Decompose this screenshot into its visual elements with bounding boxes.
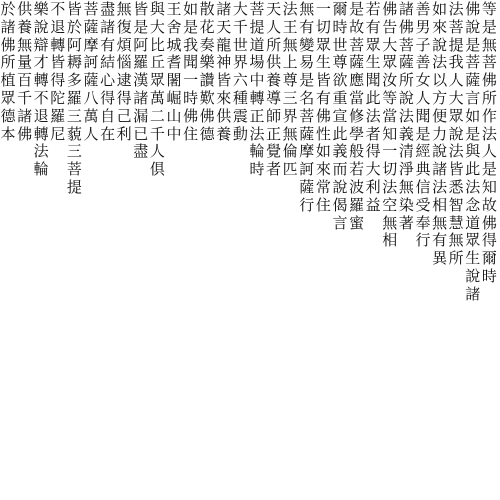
text-column: 菩提道場中轉正法輪時: [249, 0, 265, 179]
text-column: 王舍城耆闍崛山中: [166, 0, 182, 143]
text-column: 等是無菩佛所作法人是知故佛得爾時: [481, 0, 497, 285]
text-column: 菩薩摩訶薩八萬人: [83, 0, 99, 143]
text-column: 盡諸有結心得自在: [100, 0, 116, 143]
text-column: 大千世界六種震動: [232, 0, 248, 143]
text-column: 無有變易是名菩薩摩訶薩行: [299, 0, 315, 214]
text-column: 樂說辯才轉不退轉法輪: [33, 0, 49, 179]
text-column: 諸佛菩薩所說法義清淨無染著: [398, 0, 414, 232]
text-column: 佛告大眾汝等當知一切法空無相: [382, 0, 398, 250]
text-column: 一切眾生皆有佛性如來常住: [315, 0, 331, 214]
text-column: 無復煩惱逮得己利: [116, 0, 132, 143]
text-column: 散花奏樂讚歎佛德: [199, 0, 215, 143]
text-column: 不退轉皆得陀羅尼: [50, 0, 66, 143]
text-column: 於諸佛所植眾德本: [0, 0, 16, 143]
text-column: 佛說是菩薩言如是與此法念道眾生說諸: [465, 0, 481, 303]
text-column: 供養無量百千諸佛: [17, 0, 33, 143]
text-column: 法菩提我人大眾說法皆悉智慧無所: [448, 0, 464, 268]
text-column: 爾時世尊欲重宣此義而說偈言: [332, 0, 348, 232]
text-column: 如是我聞一時佛住: [183, 0, 199, 143]
text-column: 法王無上尊三界無倫匹: [282, 0, 298, 179]
text-column: 皆是阿羅漢諸漏已盡: [133, 0, 149, 161]
text-column: 諸天龍神皆來供養: [216, 0, 232, 143]
text-column: 天人所供養導師正覺者: [266, 0, 282, 179]
text-column: 與大比丘眾萬二千人俱: [149, 0, 165, 179]
text-column: 若有眾生聞此法者得大利益: [365, 0, 381, 214]
text-column: 如來說法以方便力說諸法相無有異: [432, 0, 448, 268]
text-column: 皆於阿耨多羅三藐三菩提: [66, 0, 82, 196]
text-column: 是故菩薩應當修學般若波羅蜜: [349, 0, 365, 232]
text-column: 善男子善女人聞是經典信受奉行: [415, 0, 431, 250]
